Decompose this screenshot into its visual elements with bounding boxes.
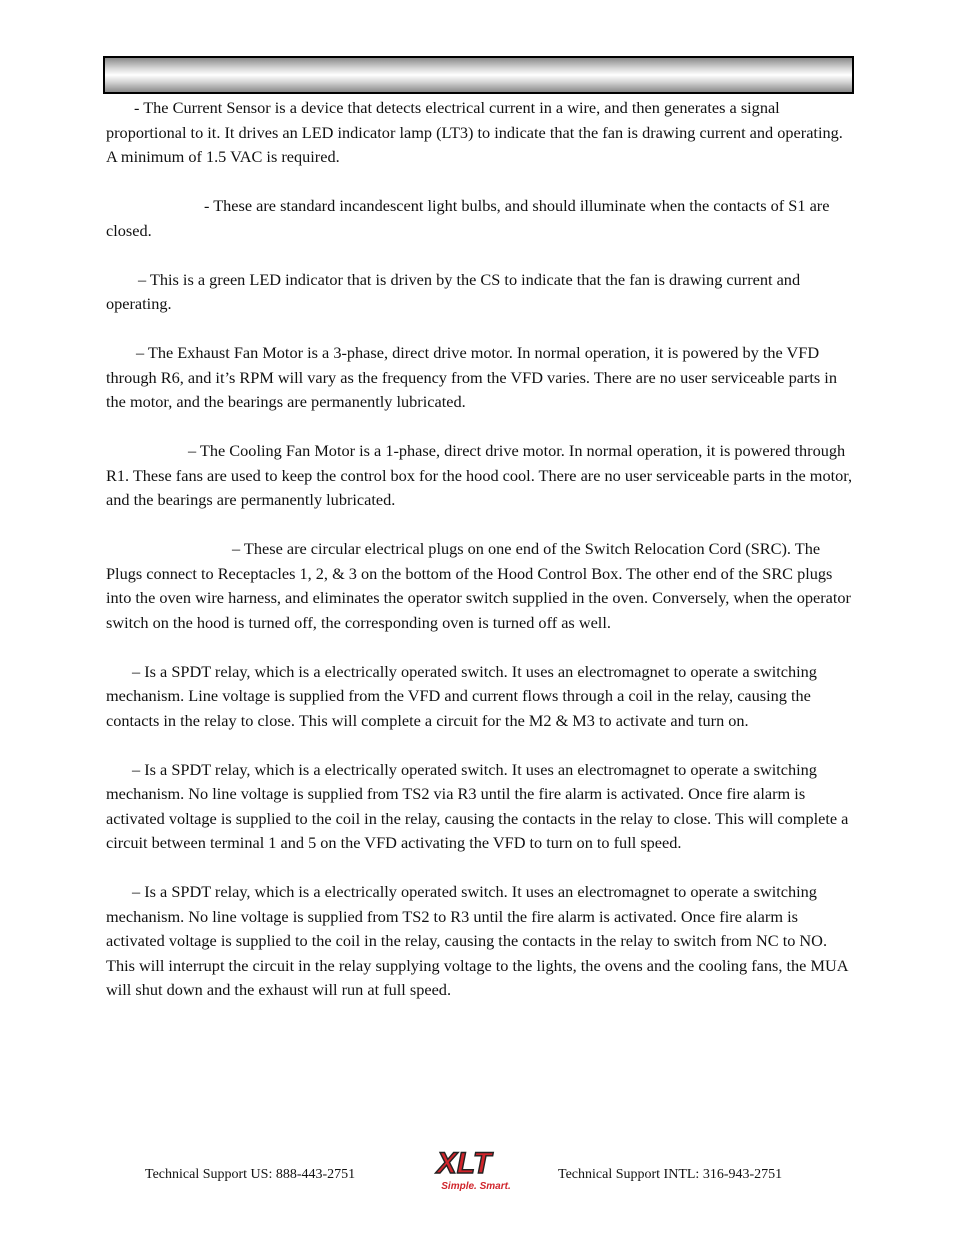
paragraph-exhaust-fan-motor: – The Exhaust Fan Motor is a 3-phase, direct drive motor. In normal operation, it is powered by the VFD through R6, and it’s RPM will vary as the frequency from the VFD varies. There are no user serviceable parts in the motor, and the bearings are permanently lubricated. bbox=[106, 343, 837, 411]
page-footer bbox=[0, 1145, 954, 1195]
body-text bbox=[106, 96, 854, 1027]
paragraph-relay-1: – Is a SPDT relay, which is a electrically operated switch. It uses an electromagnet to operate a switching mechanism. Line voltage is supplied from the VFD and current flows through a coil in the relay, causing the contacts in the relay to close. This will complete a circuit for the M2 & M3 to activate and turn on. bbox=[106, 661, 817, 730]
support-intl-text: Technical Support INTL: 316-943-2751 bbox=[558, 1167, 783, 1182]
section-header-bar bbox=[103, 56, 854, 94]
paragraph-current-sensor: - The Current Sensor is a device that detects electrical current in a wire, and then generates a signal proportional to it. It drives an LED indicator lamp (LT3) to indicate that the fan is drawing current and operating. A minimum of 1.5 VAC is required. bbox=[106, 98, 843, 166]
support-us-text: Technical Support US: 888-443-2751 bbox=[145, 1167, 356, 1182]
xlt-logo bbox=[428, 1145, 528, 1193]
paragraph-plugs: – These are circular electrical plugs on one end of the Switch Relocation Cord (SRC). The Plugs connect to Receptacles 1, 2, & 3 on the bottom of the Hood Control Box. The other end of the SRC plugs into the oven wire harness, and eliminates the operator switch supplied in the oven. Conversely, when the operator switch on the hood is turned off, the corresponding oven is turned off as well. bbox=[106, 539, 851, 632]
paragraph-cooling-fan-motor: – The Cooling Fan Motor is a 1-phase, direct drive motor. In normal operation, it is powered through R1. These fans are used to keep the control box for the hood cool. There are no user serviceable parts in the motor, and the bearings are permanently lubricated. bbox=[106, 441, 853, 509]
paragraph-led-indicator: – This is a green LED indicator that is driven by the CS to indicate that the fan is drawing current and operating. bbox=[106, 269, 801, 313]
paragraph-relay-3: – Is a SPDT relay, which is a electrically operated switch. It uses an electromagnet to operate a switching mechanism. No line voltage is supplied from TS2 to R3 until the fire alarm is activated. Once fire alarm is activated voltage is supplied to the coil in the relay, causing the contacts in the relay to switch from NC to NO. This will interrupt the circuit in the relay supplying voltage to the lights, the ovens and the cooling fans, the MUA will shut down and the exhaust will run at full speed. bbox=[106, 882, 848, 999]
paragraph-relay-2: – Is a SPDT relay, which is a electrically operated switch. It uses an electromagnet to operate a switching mechanism. No line voltage is supplied from TS2 via R3 until the fire alarm is activated. Once fire alarm is activated voltage is supplied to the coil in the relay, causing the contacts in the relay to close. This will complete a circuit between terminal 1 and 5 on the VFD activating the VFD to turn on to full speed. bbox=[106, 759, 849, 852]
paragraph-light-bulbs: - These are standard incandescent light bulbs, and should illuminate when the contacts of S1 are closed. bbox=[106, 196, 830, 240]
logo-text: XLT bbox=[436, 1147, 492, 1180]
logo-tagline: Simple. Smart. bbox=[441, 1181, 511, 1192]
